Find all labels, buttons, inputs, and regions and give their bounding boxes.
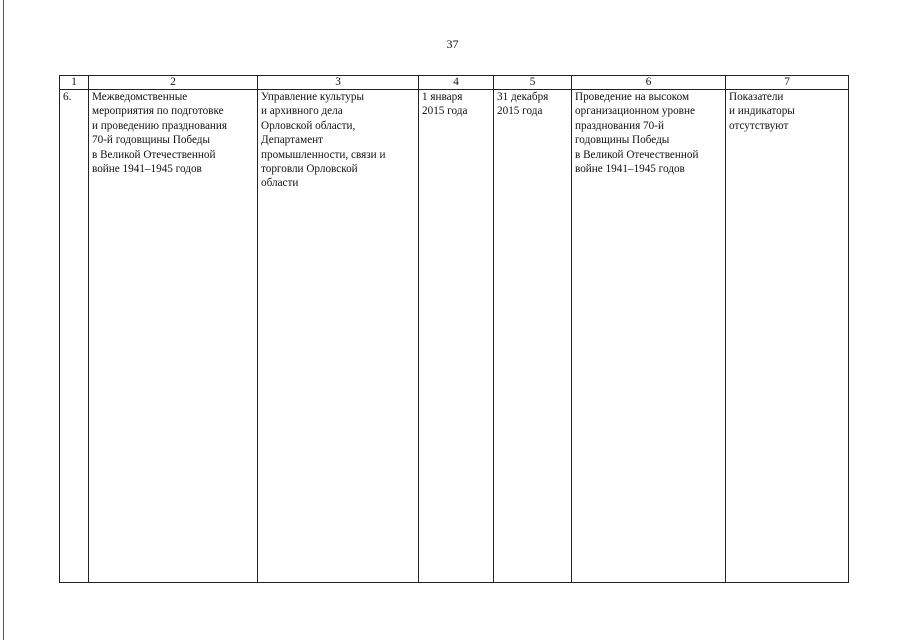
result-text-line: организационном уровне [575, 105, 695, 118]
header-row [60, 76, 849, 90]
table-row [60, 90, 849, 583]
result-cell [572, 90, 726, 583]
page-number: 37 [446, 37, 459, 51]
start-date-line: 1 января [422, 91, 463, 103]
start-date-cell [419, 90, 494, 583]
result-text-line: в Великой Отечественной [575, 148, 699, 161]
row-number-cell [60, 90, 89, 583]
event-text-line: войне 1941–1945 годов [92, 163, 202, 176]
column-header-5: 5 [494, 76, 572, 90]
event-text-line: в Великой Отечественной [92, 148, 216, 161]
event-text-line: и проведению празднования [92, 119, 228, 132]
indicators-text-line: Показатели [729, 91, 784, 103]
executor-text-line: Управление культуры [261, 91, 364, 103]
scan-edge [3, 0, 4, 640]
executor-text-line: области [261, 177, 299, 190]
event-text-line: Межведомственные [92, 91, 188, 103]
indicators-cell [726, 90, 849, 583]
indicators-text-line: и индикаторы [729, 105, 795, 118]
executor-text-line: Орловской области, [261, 119, 356, 132]
result-text-line: войне 1941–1945 годов [575, 163, 685, 176]
end-date-line: 2015 года [497, 105, 543, 118]
executor-text-line: и архивного дела [261, 105, 343, 118]
column-header-1: 1 [60, 76, 89, 90]
end-date-cell [494, 90, 572, 583]
result-text-line: празднования 70-й [575, 119, 664, 132]
column-header-4: 4 [419, 76, 494, 90]
end-date-line: 31 декабря [497, 91, 549, 103]
column-header-2: 2 [89, 76, 258, 90]
result-text-line: Проведение на высоком [575, 91, 690, 103]
executor-cell [258, 90, 419, 583]
event-text-line: 70-й годовщины Победы [92, 134, 210, 147]
row-number: 6. [63, 91, 72, 103]
executor-text-line: торговли Орловской [261, 163, 358, 176]
measures-table [59, 75, 849, 583]
event-cell [89, 90, 258, 583]
executor-text-line: промышленности, связи и [261, 148, 386, 161]
event-text-line: мероприятия по подготовке [92, 105, 224, 118]
column-header-3: 3 [258, 76, 419, 90]
column-header-7: 7 [726, 76, 849, 90]
start-date-line: 2015 года [422, 105, 468, 118]
executor-text-line: Департамент [261, 134, 324, 147]
indicators-text-line: отсутствуют [729, 119, 789, 132]
result-text-line: годовщины Победы [575, 134, 670, 147]
column-header-6: 6 [572, 76, 726, 90]
